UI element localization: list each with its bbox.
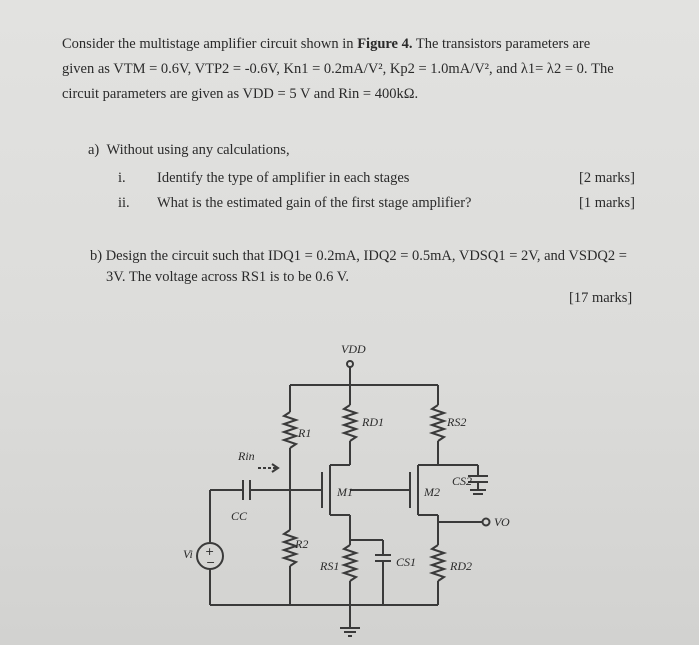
part-a-ii-text: What is the estimated gain of the first stage amplifier?: [157, 195, 472, 211]
cs1-label: CS1: [396, 555, 417, 569]
part-b-line-1: b) Design the circuit such that IDQ1 = 0.2mA, IDQ2 = 0.5mA, VDSQ1 = 2V, and VSDQ2 =: [90, 248, 627, 264]
part-a-i-text: Identify the type of amplifier in each stages: [157, 170, 410, 186]
m1-label: M1: [337, 485, 353, 499]
part-a-i-marks: [2 marks]: [579, 170, 635, 186]
intro-line-1: Consider the multistage amplifier circuit shown in Figure 4. The transistors parameters are: [62, 36, 591, 52]
vo-label: VO: [494, 515, 510, 529]
rs2-label: RS2: [447, 415, 467, 429]
rs2-resistor: [432, 405, 444, 441]
intro-line-2: given as VTM = 0.6V, VTP2 = -0.6V, Kn1 = 0.2mA/V², Kp2 = 1.0mA/V², and λ1= λ2 = 0. The: [62, 61, 614, 77]
rd1-label: RD1: [362, 415, 384, 429]
intro-line-3: circuit parameters are given as VDD = 5 V and Rin = 400kΩ.: [62, 86, 419, 102]
r1-resistor: [284, 412, 296, 448]
svg-text:−: −: [206, 556, 216, 569]
r1-label: R1: [298, 426, 312, 440]
rs1-label: RS1: [320, 559, 340, 573]
vdd-terminal: [347, 361, 353, 367]
part-a-heading: a) Without using any calculations,: [88, 142, 290, 158]
vi-label: Vi: [183, 547, 193, 561]
part-a-ii-marks: [1 marks]: [579, 195, 635, 211]
part-a-i-number: i.: [118, 170, 126, 186]
svg-text:+: +: [205, 545, 215, 558]
rin-label: Rin: [238, 449, 255, 463]
vdd-label: VDD: [341, 342, 366, 356]
rd2-resistor: [432, 545, 444, 581]
cs2-label: CS2: [452, 474, 473, 488]
rs1-resistor: [344, 545, 356, 581]
part-a-ii-number: ii.: [118, 195, 130, 211]
vo-terminal: [483, 519, 490, 526]
cc-label: CC: [231, 509, 248, 523]
rd1-resistor: [344, 405, 356, 441]
rd2-label: RD2: [450, 559, 472, 573]
part-b-marks: [17 marks]: [569, 290, 633, 306]
part-b-line-2: 3V. The voltage across RS1 is to be 0.6 V.: [106, 269, 350, 285]
r2-label: R2: [295, 537, 309, 551]
m2-label: M2: [424, 485, 440, 499]
